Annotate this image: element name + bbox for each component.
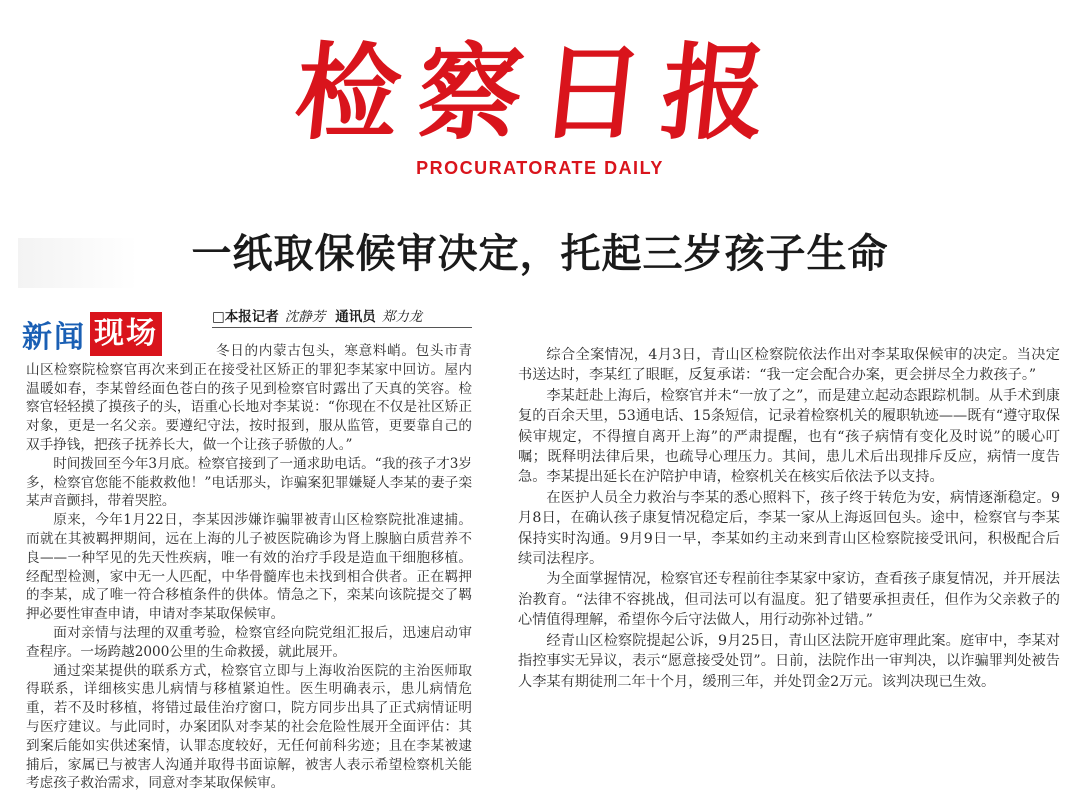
article-paragraph: 通过栾某提供的联系方式，检察官立即与上海收治医院的主治医师取得联系，详细核实患儿病情与移植紧迫性。医生明确表示，患儿病情危重，若不及时移植，将错过最佳治疗窗口，院方同步出具了正式病情证明与医疗建议。与此同时，办案团队对李某的社会危险性展开全面评估：其到案后能如实供述案情，认罪态度较好，无任何前科劣迹；且在李某被逮捕后，家属已与被害人沟通并取得书面谅解，被害人表示希望检察机关能考虑孩子救治需求，同意对李某取保候审。 (26, 662, 472, 792)
reporter-name: 沈静芳 (284, 309, 326, 325)
article-paragraph: 李某赶赴上海后，检察官并未“一放了之”，而是建立起动态跟踪机制。从手术到康复的百余天里，53通电话、15条短信，记录着检察机关的履职轨迹——既有“遵守取保候审规定，不得擅自离开上海”的严肃提醒，也有“孩子病情有变化及时说”的暖心叮嘱；既释明法律后果，也疏导心理压力。其间，患儿术后出现排斥反应，病情一度告急。李某提出延长在沪陪护申请，检察机关在核实后依法予以支持。 (518, 387, 1060, 486)
article-headline: 一纸取保候审决定，托起三岁孩子生命 (191, 231, 889, 277)
article-paragraph: 为全面掌握情况，检察官还专程前往李某家中家访，查看孩子康复情况，并开展法治教育。“法律不容挑战，但司法可以有温度。犯了错要承担责任，但作为父亲救子的心情值得理解，希望你今后守法做人，用行动弥补过错。” (518, 571, 1060, 629)
article-paragraph: 综合全案情况，4月3日，青山区检察院依法作出对李某取保候审的决定。当决定书送达时，李某红了眼眶，反复承诺：“我一定会配合办案，更会拼尽全力救孩子。” (518, 347, 1060, 384)
reporter-label: □本报记者 (212, 309, 279, 325)
article-paragraph: 冬日的内蒙古包头，寒意料峭。包头市青山区检察院检察官再次来到正在接受社区矫正的罪犯李某家中回访。屋内温暖如春，李某曾经面色苍白的孩子见到检察官时露出了天真的笑容。检察官轻轻摸了摸孩子的头，语重心长地对李某说：“你现在不仅是社区矫正对象，更是一名父亲。要遵纪守法，按时报到，服从监管，更要靠自己的双手挣钱，把孩子抚养长大，做一个让孩子骄傲的人。” (26, 343, 472, 453)
correspondent-label: 通讯员 (335, 309, 376, 325)
article-paragraph: 时间拨回至今年3月底。检察官接到了一通求助电话。“我的孩子才3岁多，检察官您能不能救救他！”电话那头，诈骗案犯罪嫌疑人李某的妻子栾某声音颤抖，带着哭腔。 (26, 455, 472, 510)
article-paragraph: 在医护人员全力救治与李某的悉心照料下，孩子终于转危为安，病情逐渐稳定。9月8日，在确认孩子康复情况稳定后，李某一家从上海返回包头。途中，检察官与李某保持实时沟通。9月9日一早，李某如约主动来到青山区检察院接受讯问，积极配合后续司法程序。 (518, 489, 1060, 568)
masthead-title-en: PROCURATORATE DAILY (416, 158, 664, 178)
correspondent-name: 郑力龙 (381, 309, 423, 325)
section-tag-news: 新闻 (22, 320, 86, 355)
byline (212, 305, 472, 328)
article-left-column (26, 342, 472, 793)
article-paragraph: 原来，今年1月22日，李某因涉嫌诈骗罪被青山区检察院批准逮捕。而就在其被羁押期间，远在上海的儿子被医院确诊为肾上腺脑白质营养不良——一种罕见的先天性疾病，唯一有效的治疗手段是造血干细胞移植。经配型检测，家中无一人匹配，中华骨髓库也未找到相合供者。正在羁押的李某，成了唯一符合移植条件的供体。情急之下，栾某向该院提交了羁押必要性审查申请，申请对李某取保候审。 (26, 512, 472, 623)
article-paragraph: 面对亲情与法理的双重考验，检察官经向院党组汇报后，迅速启动审查程序。一场跨越2000公里的生命救援，就此展开。 (26, 624, 472, 660)
masthead (0, 18, 1080, 168)
article-paragraph: 经青山区检察院提起公诉，9月25日，青山区法院开庭审理此案。庭审中，李某对指控事实无异议，表示“愿意接受处罚”。日前，法院作出一审判决，以诈骗罪判处被告人李某有期徒刑二年十个月，缓刑三年，并处罚金2万元。该判决现已生效。 (518, 632, 1060, 690)
section-tag-scene: 现场 (90, 312, 162, 356)
article-right-column (518, 345, 1060, 692)
masthead-title-cn: 检察日报 (289, 31, 791, 154)
